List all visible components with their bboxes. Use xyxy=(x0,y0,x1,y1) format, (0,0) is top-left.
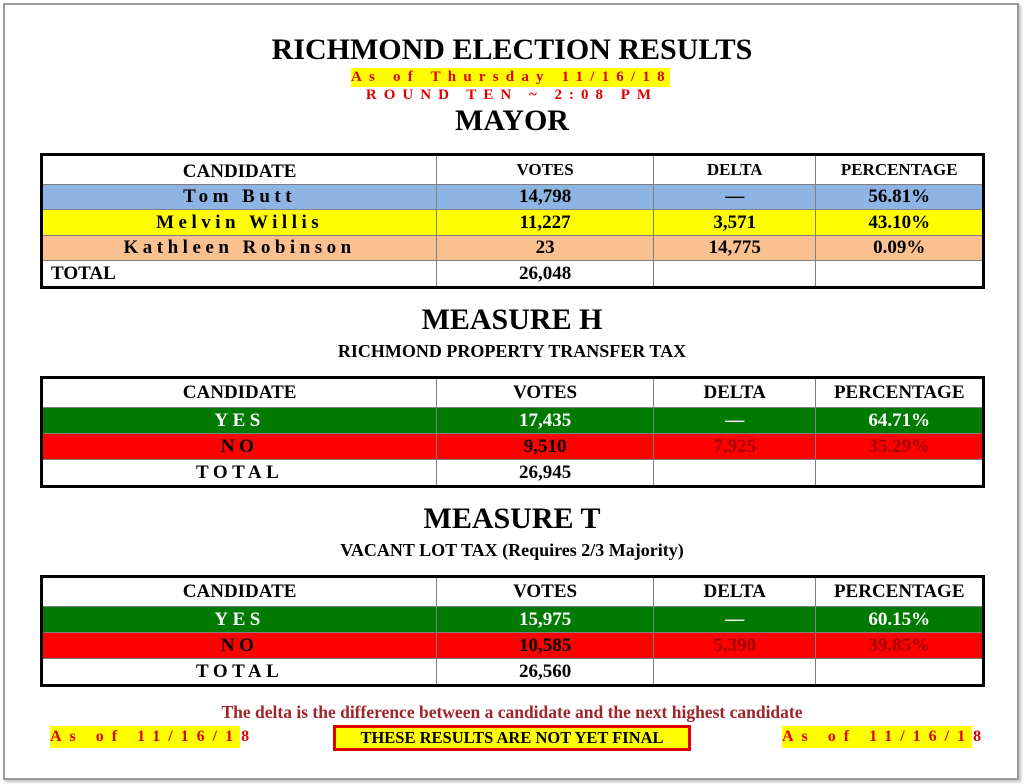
column-header-percentage: PERCENTAGE xyxy=(816,155,984,185)
delta-cell: — xyxy=(653,607,816,633)
empty-cell xyxy=(653,659,816,686)
delta-cell: 7,925 xyxy=(653,434,816,460)
measure-h-title: MEASURE H xyxy=(421,303,603,336)
percentage-cell: 43.10% xyxy=(816,210,984,236)
column-header-candidate: CANDIDATE xyxy=(42,155,437,185)
total-row xyxy=(42,261,984,288)
votes-cell: 11,227 xyxy=(437,210,654,236)
empty-cell xyxy=(653,261,816,288)
percentage-cell: 35.29% xyxy=(816,434,984,460)
votes-cell: 14,798 xyxy=(437,185,654,210)
total-row xyxy=(42,659,984,686)
not-final-warning: THESE RESULTS ARE NOT YET FINAL xyxy=(333,725,691,751)
table-header-row xyxy=(42,155,984,185)
votes-cell: 17,435 xyxy=(437,408,654,434)
total-label: TOTAL xyxy=(42,460,437,487)
as-of-date-left: As of 11/16/18 xyxy=(50,726,240,748)
measure-t-title: MEASURE T xyxy=(423,502,601,535)
votes-cell: 15,975 xyxy=(437,607,654,633)
column-header-votes: VOTES xyxy=(437,577,654,607)
as-of-date-right: As of 11/16/18 xyxy=(782,726,972,748)
option-label: YES xyxy=(42,607,437,633)
measure-h-subtitle: RICHMOND PROPERTY TRANSFER TAX xyxy=(337,341,687,361)
percentage-cell: 56.81% xyxy=(816,185,984,210)
measure-t-results-table xyxy=(40,575,985,687)
total-label: TOTAL xyxy=(42,659,437,686)
column-header-candidate: CANDIDATE xyxy=(42,577,437,607)
column-header-votes: VOTES xyxy=(437,378,654,408)
delta-explanation-note: The delta is the difference between a candidate and the next highest candidate xyxy=(221,702,803,722)
total-votes: 26,945 xyxy=(437,460,654,487)
option-label: NO xyxy=(42,434,437,460)
total-votes: 26,048 xyxy=(437,261,654,288)
as-of-date-banner: As of Thursday 11/16/18 xyxy=(351,69,672,85)
candidate-name: Kathleen Robinson xyxy=(42,236,437,261)
percentage-cell: 39.85% xyxy=(816,633,984,659)
mayor-results-table xyxy=(40,153,985,289)
column-header-votes: VOTES xyxy=(437,155,654,185)
percentage-cell: 0.09% xyxy=(816,236,984,261)
column-header-percentage: PERCENTAGE xyxy=(816,577,984,607)
total-row xyxy=(42,460,984,487)
candidate-name: Tom Butt xyxy=(42,185,437,210)
round-label: ROUND TEN ~ 2:08 PM xyxy=(365,87,659,103)
table-row xyxy=(42,185,984,210)
delta-cell: — xyxy=(653,185,816,210)
total-votes: 26,560 xyxy=(437,659,654,686)
empty-cell xyxy=(816,460,984,487)
percentage-cell: 60.15% xyxy=(816,607,984,633)
option-label: YES xyxy=(42,408,437,434)
option-label: NO xyxy=(42,633,437,659)
delta-cell: 3,571 xyxy=(653,210,816,236)
page-title: RICHMOND ELECTION RESULTS xyxy=(271,33,753,66)
table-row xyxy=(42,236,984,261)
column-header-percentage: PERCENTAGE xyxy=(816,378,984,408)
votes-cell: 10,585 xyxy=(437,633,654,659)
table-header-row xyxy=(42,577,984,607)
table-row xyxy=(42,607,984,633)
table-row xyxy=(42,434,984,460)
mayor-section-title: MAYOR xyxy=(455,104,569,137)
delta-cell: 14,775 xyxy=(653,236,816,261)
table-header-row xyxy=(42,378,984,408)
column-header-candidate: CANDIDATE xyxy=(42,378,437,408)
column-header-delta: DELTA xyxy=(653,577,816,607)
empty-cell xyxy=(816,659,984,686)
empty-cell xyxy=(653,460,816,487)
table-row xyxy=(42,408,984,434)
column-header-delta: DELTA xyxy=(653,155,816,185)
candidate-name: Melvin Willis xyxy=(42,210,437,236)
votes-cell: 9,510 xyxy=(437,434,654,460)
table-row xyxy=(42,210,984,236)
measure-h-results-table xyxy=(40,376,985,488)
percentage-cell: 64.71% xyxy=(816,408,984,434)
votes-cell: 23 xyxy=(437,236,654,261)
measure-t-subtitle: VACANT LOT TAX (Requires 2/3 Majority) xyxy=(340,540,684,560)
table-row xyxy=(42,633,984,659)
empty-cell xyxy=(816,261,984,288)
column-header-delta: DELTA xyxy=(653,378,816,408)
delta-cell: — xyxy=(653,408,816,434)
total-label: TOTAL xyxy=(42,261,437,288)
delta-cell: 5,390 xyxy=(653,633,816,659)
